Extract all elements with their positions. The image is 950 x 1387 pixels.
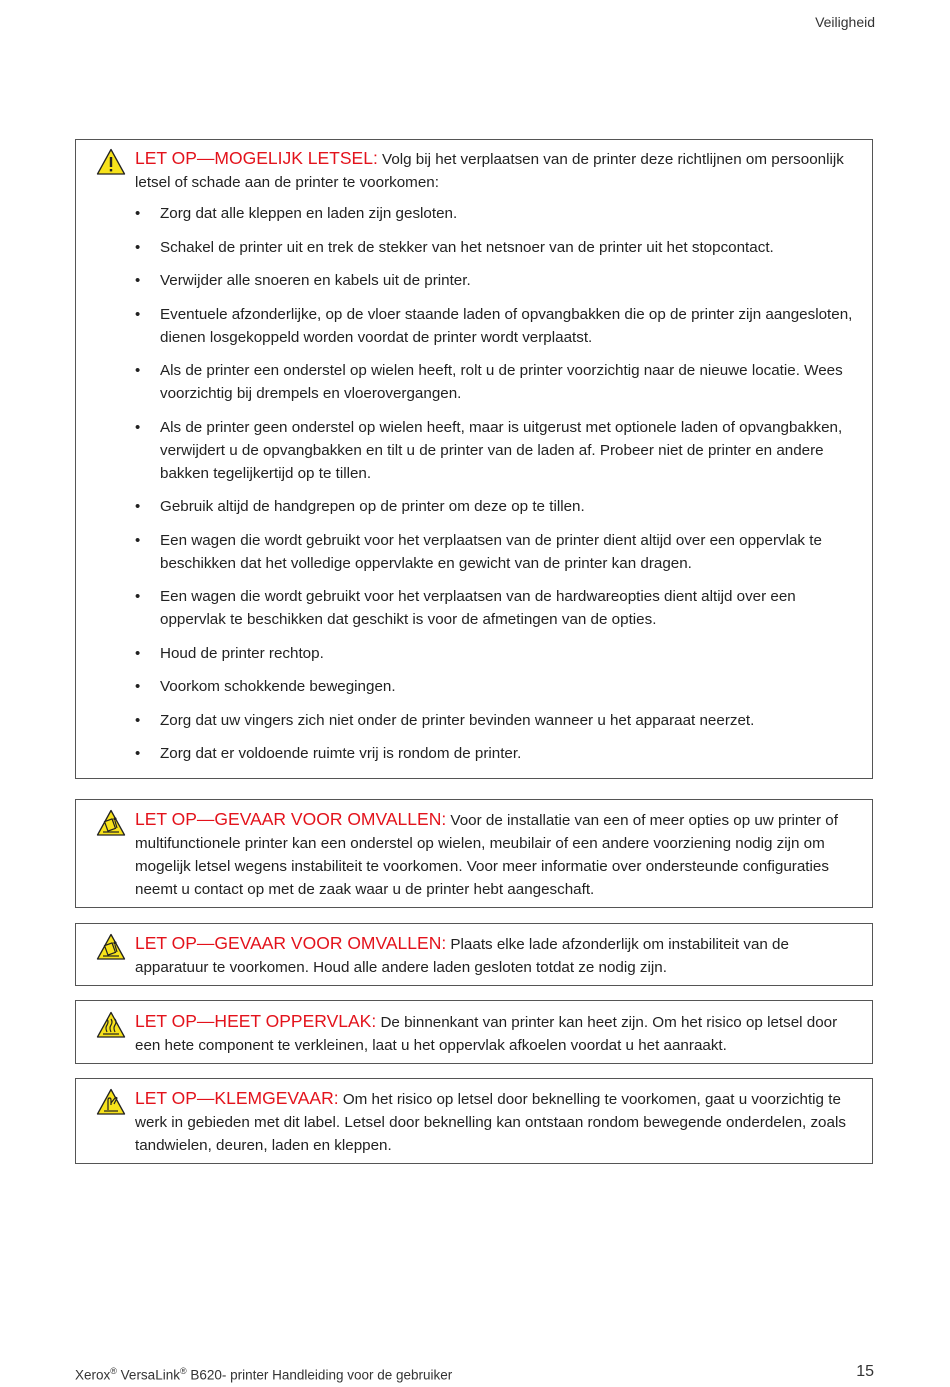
notice-tipover-options [75,799,873,908]
list-item: • Een wagen die wordt gebruikt voor het verplaatsen van de printer dient altijd over een oppervlak te beschikken dat het volledige oppervlakte en gewicht van de printer kan dragen. [135,529,864,575]
notice-hot-surface [75,1000,873,1064]
notice-injury-lead: LET OP—MOGELIJK LETSEL: [135,148,378,168]
notice-tipover-options-lead: LET OP—GEVAAR VOOR OMVALLEN: [135,809,447,829]
notice-pinch-hazard [75,1078,873,1164]
injury-bullet-list [135,202,864,765]
notice-pinch-hazard-text [135,1087,864,1157]
notice-tipover-options-body: Voor de installatie van een of meer opties op uw printer of multifunctionele printer kan een onderstel op wielen, meubilair of een andere voorziening nodig zijn om mogelijk letsel wegens instabiliteit te voorkomen. Voor meer informatie over ondersteunde configuraties neemt u contact op met de zaak waar u de printer hebt aangeschaft. [135,812,838,898]
list-item: • Een wagen die wordt gebruikt voor het verplaatsen van de hardwareopties dient altijd over een oppervlak te beschikken dat geschikt is voor de afmetingen van de opties. [135,585,864,631]
notice-injury-text [135,147,864,765]
notice-hot-surface-lead: LET OP—HEET OPPERVLAK: [135,1011,377,1031]
notice-injury-body: Volg bij het verplaatsen van de printer deze richtlijnen om persoonlijk letsel of schade aan de printer te voorkomen: [135,151,844,191]
notice-tipover-trays-body: Plaats elke lade afzonderlijk om instabiliteit van de apparatuur te voorkomen. Houd alle andere laden gesloten totdat ze nodig zijn. [135,936,789,976]
list-item: • Als de printer een onderstel op wielen heeft, rolt u de printer voorzichtig naar de nieuwe locatie. Wees voorzichtig bij drempels en vloerovergangen. [135,359,864,405]
list-item: • Voorkom schokkende bewegingen. [135,675,864,698]
registered-mark: ® [110,1366,117,1376]
notice-hot-surface-text [135,1010,864,1057]
list-item: • Zorg dat er voldoende ruimte vrij is rondom de printer. [135,742,864,765]
notice-injury [75,139,873,779]
list-item: • Gebruik altijd de handgrepen op de printer om deze op te tillen. [135,495,864,518]
notice-pinch-hazard-lead: LET OP—KLEMGEVAAR: [135,1088,339,1108]
list-item: • Schakel de printer uit en trek de stekker van het netsnoer van de printer uit het stopcontact. [135,236,864,259]
notice-tipover-trays-lead: LET OP—GEVAAR VOOR OMVALLEN: [135,933,447,953]
notice-tipover-trays-text [135,932,864,979]
footer-product: VersaLink [116,1367,180,1383]
notice-tipover-trays [75,923,873,986]
page-number: 15 [856,1363,874,1380]
footer-brand: Xerox [75,1367,111,1383]
notice-hot-surface-body: De binnenkant van printer kan heet zijn. Om het risico op letsel door een hete component te verkleinen, laat u het oppervlak afkoelen voordat u het aanraakt. [135,1014,838,1054]
hot-surface-icon [96,1011,126,1039]
list-item: • Houd de printer rechtop. [135,642,864,665]
footer-document-title [75,1366,452,1383]
list-item: • Zorg dat uw vingers zich niet onder de printer bevinden wanneer u het apparaat neerzet. [135,709,864,732]
footer-model: B620- printer Handleiding voor de gebruiker [186,1367,453,1383]
running-header: Veiligheid [815,14,875,30]
list-item: • Als de printer geen onderstel op wielen heeft, maar is uitgerust met optionele laden of opvangbakken, verwijdert u de opvangbakken en tilt u de printer van de laden af. Probeer niet de printer en andere bakken tegelijkertijd op te tillen. [135,416,864,485]
tip-over-icon [96,933,126,961]
tip-over-icon [96,809,126,837]
list-item: • Verwijder alle snoeren en kabels uit de printer. [135,269,864,292]
pinch-hazard-icon [96,1088,126,1116]
list-item: • Eventuele afzonderlijke, op de vloer staande laden of opvangbakken die op de printer zijn aangesloten, dienen losgekoppeld worden voordat de printer wordt verplaatst. [135,303,864,349]
notice-pinch-hazard-body: Om het risico op letsel door beknelling te voorkomen, gaat u voorzichtig te werk in gebieden met dit label. Letsel door beknelling kan ontstaan rondom bewegende onderdelen, zoals tandwielen, deuren, laden en kleppen. [135,1091,846,1154]
registered-mark: ® [179,1366,187,1376]
caution-triangle-icon [96,148,126,176]
list-item: • Zorg dat alle kleppen en laden zijn gesloten. [135,202,864,225]
notice-tipover-options-text [135,808,864,901]
